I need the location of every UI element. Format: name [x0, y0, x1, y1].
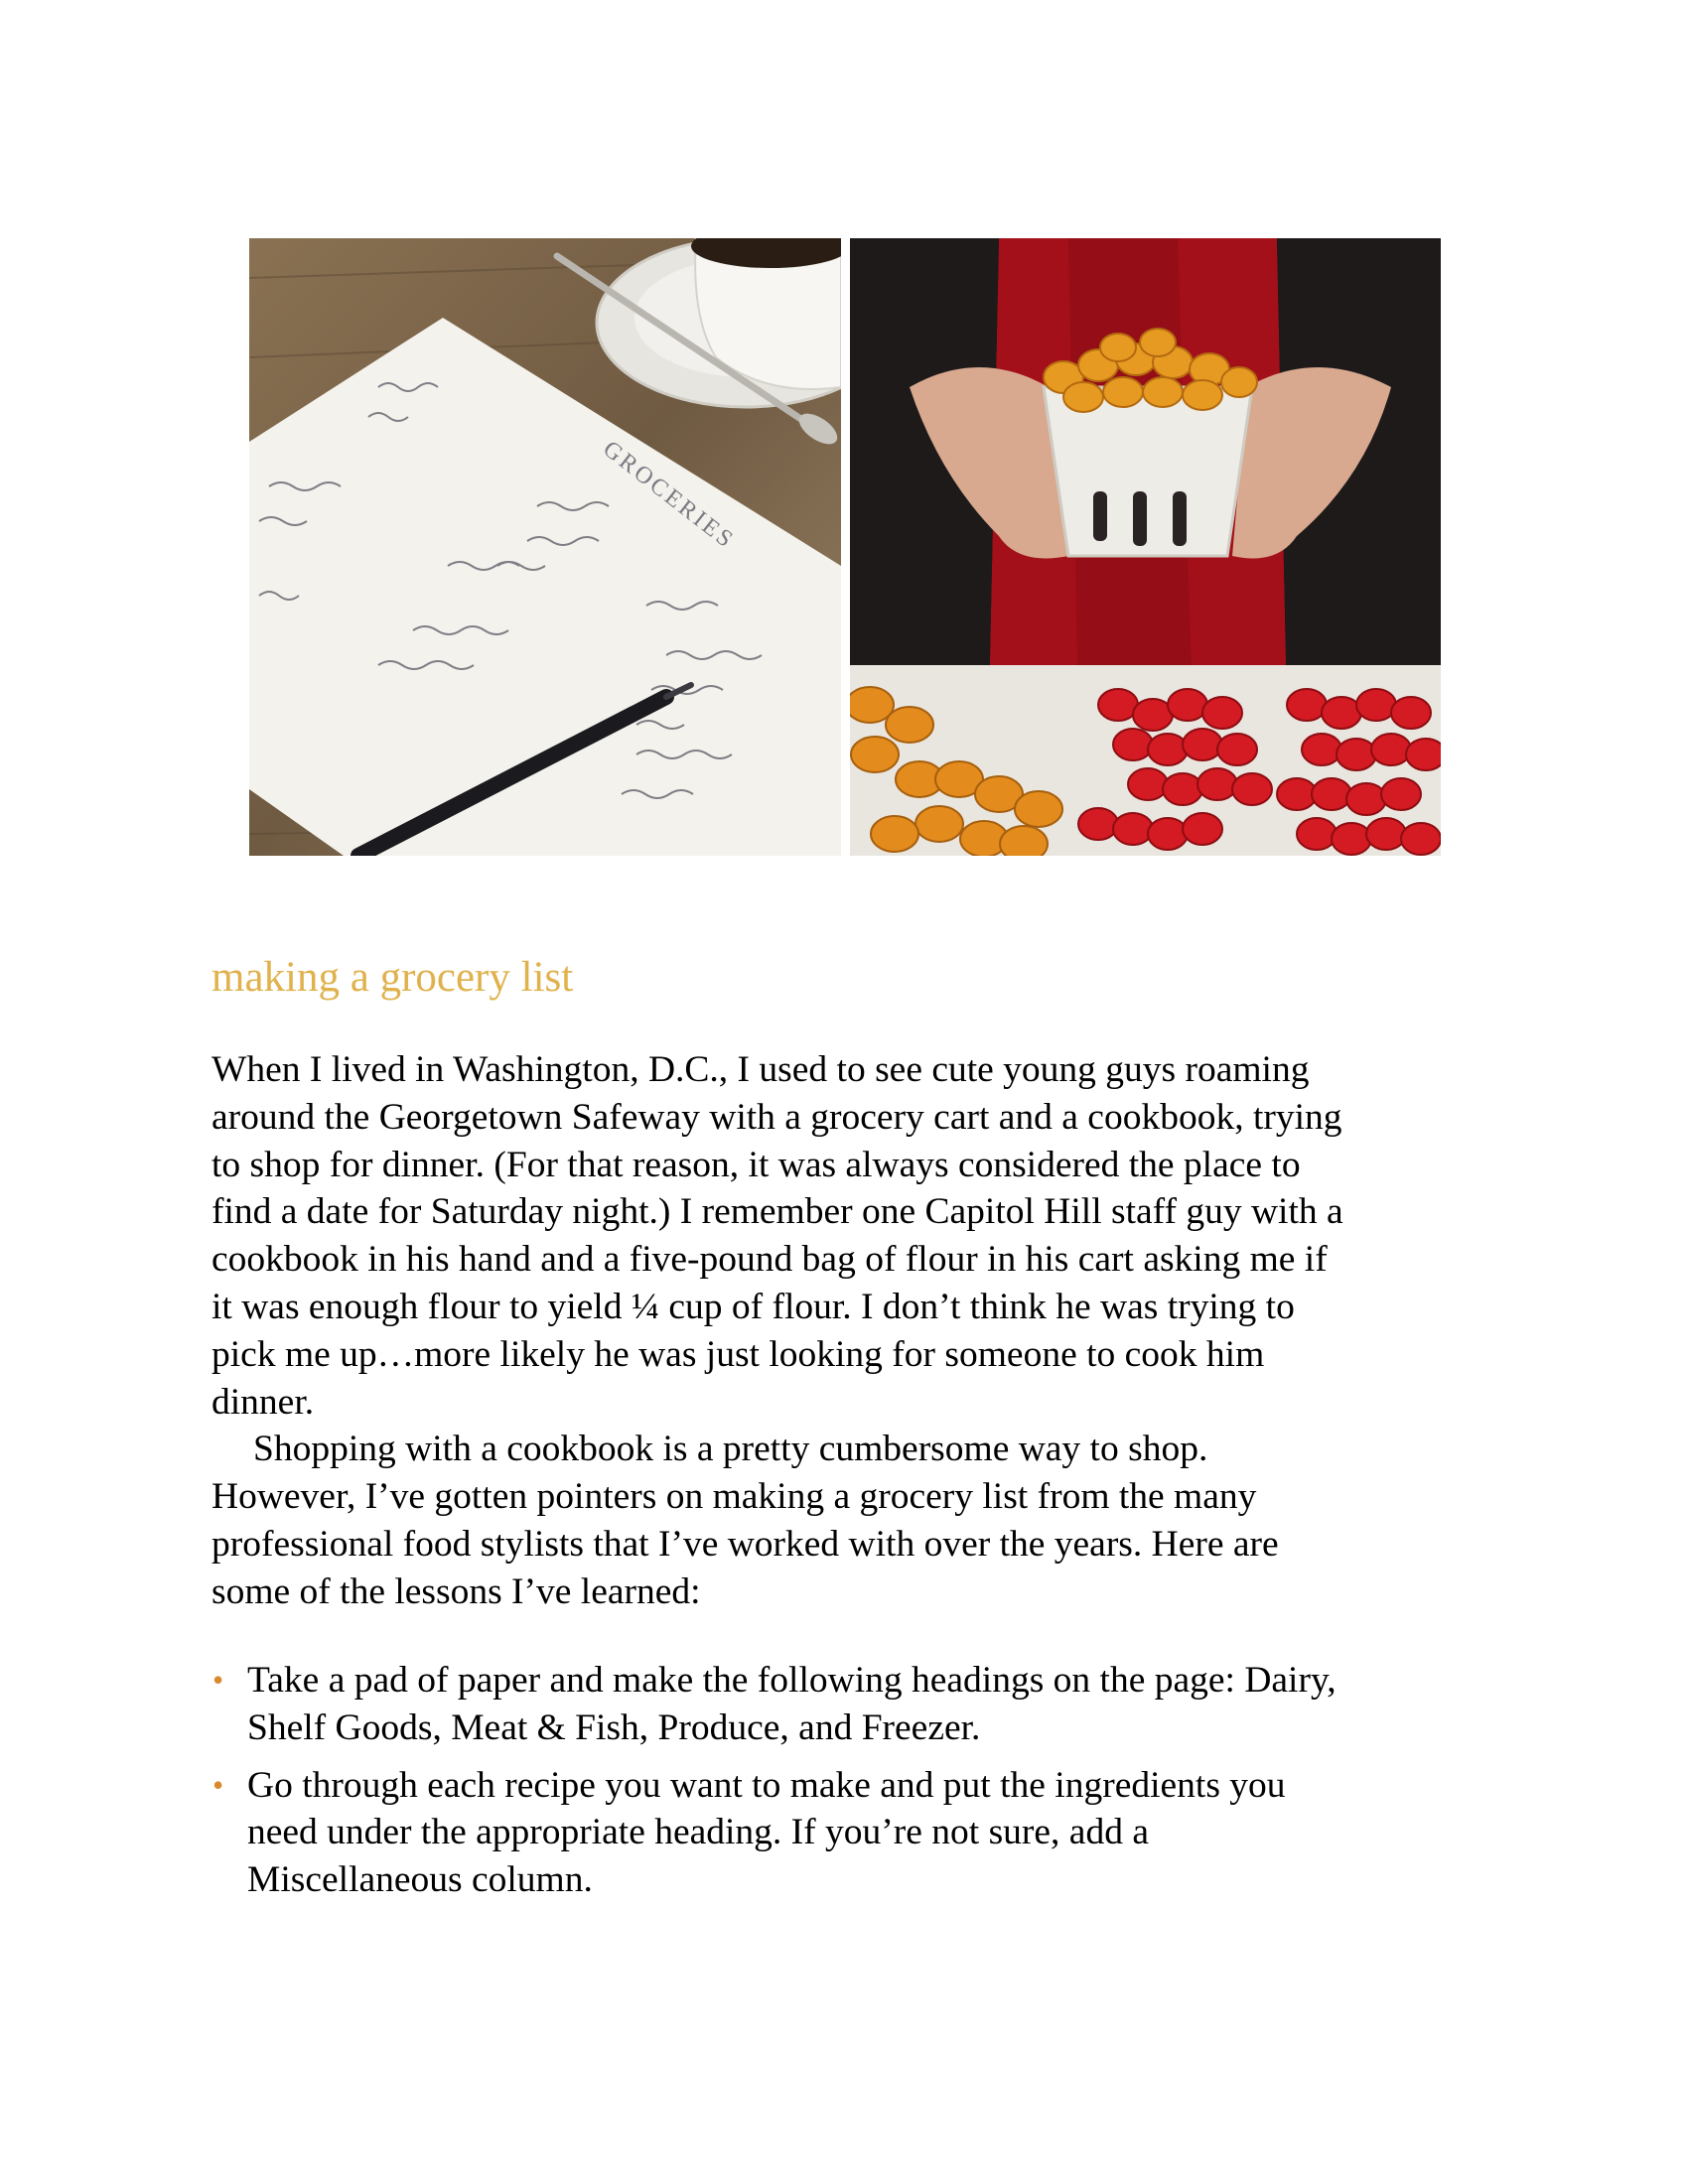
paragraph-1 — [211, 1046, 1502, 1426]
groceries-heading-on-paper: GROCERIES — [598, 436, 740, 555]
paragraph-line: to shop for dinner. (For that reason, it was always considered the place to — [211, 1144, 1301, 1185]
bullet-item — [211, 1657, 1502, 1752]
bullet-dot-icon: • — [212, 1662, 224, 1698]
tomatoes-photo — [850, 238, 1441, 856]
paragraph-line: Shopping with a cookbook is a pretty cumbersome way to shop. — [253, 1429, 1208, 1470]
paragraph-line: cookbook in his hand and a five-pound bag of flour in his cart asking me if — [211, 1239, 1328, 1281]
paragraph-line: professional food stylists that I’ve worked with over the years. Here are — [211, 1523, 1279, 1565]
body-text — [211, 1046, 1502, 1616]
paragraph-2 — [211, 1426, 1502, 1615]
bullet-line: Shelf Goods, Meat & Fish, Produce, and Freezer. — [247, 1706, 981, 1748]
tomatoes-illustration — [850, 238, 1441, 856]
bullet-line: Take a pad of paper and make the following headings on the page: Dairy, — [247, 1660, 1336, 1701]
grocery-list-photo — [249, 238, 841, 856]
paragraph-line: find a date for Saturday night.) I remember one Capitol Hill staff guy with a — [211, 1191, 1343, 1233]
paragraph-line: When I lived in Washington, D.C., I used to see cute young guys roaming — [211, 1049, 1310, 1090]
section-heading: making a grocery list — [211, 954, 574, 1001]
paragraph-line: around the Georgetown Safeway with a grocery cart and a cookbook, trying — [211, 1096, 1342, 1138]
bullet-list — [211, 1657, 1502, 1914]
bullet-line: Miscellaneous column. — [247, 1859, 593, 1901]
paragraph-line: However, I’ve gotten pointers on making a grocery list from the many — [211, 1476, 1257, 1518]
paragraph-line: it was enough flour to yield ¼ cup of flour. I don’t think he was trying to — [211, 1286, 1295, 1327]
bullet-item — [211, 1762, 1502, 1904]
grocery-list-illustration — [249, 238, 841, 856]
bullet-dot-icon: • — [212, 1766, 224, 1803]
paragraph-line: some of the lessons I’ve learned: — [211, 1570, 701, 1612]
paragraph-line: dinner. — [211, 1381, 315, 1423]
paragraph-line: pick me up…more likely he was just looking for someone to cook him — [211, 1333, 1265, 1375]
bullet-line: Go through each recipe you want to make and put the ingredients you — [247, 1764, 1286, 1806]
bullet-line: need under the appropriate heading. If you’re not sure, add a — [247, 1812, 1149, 1853]
